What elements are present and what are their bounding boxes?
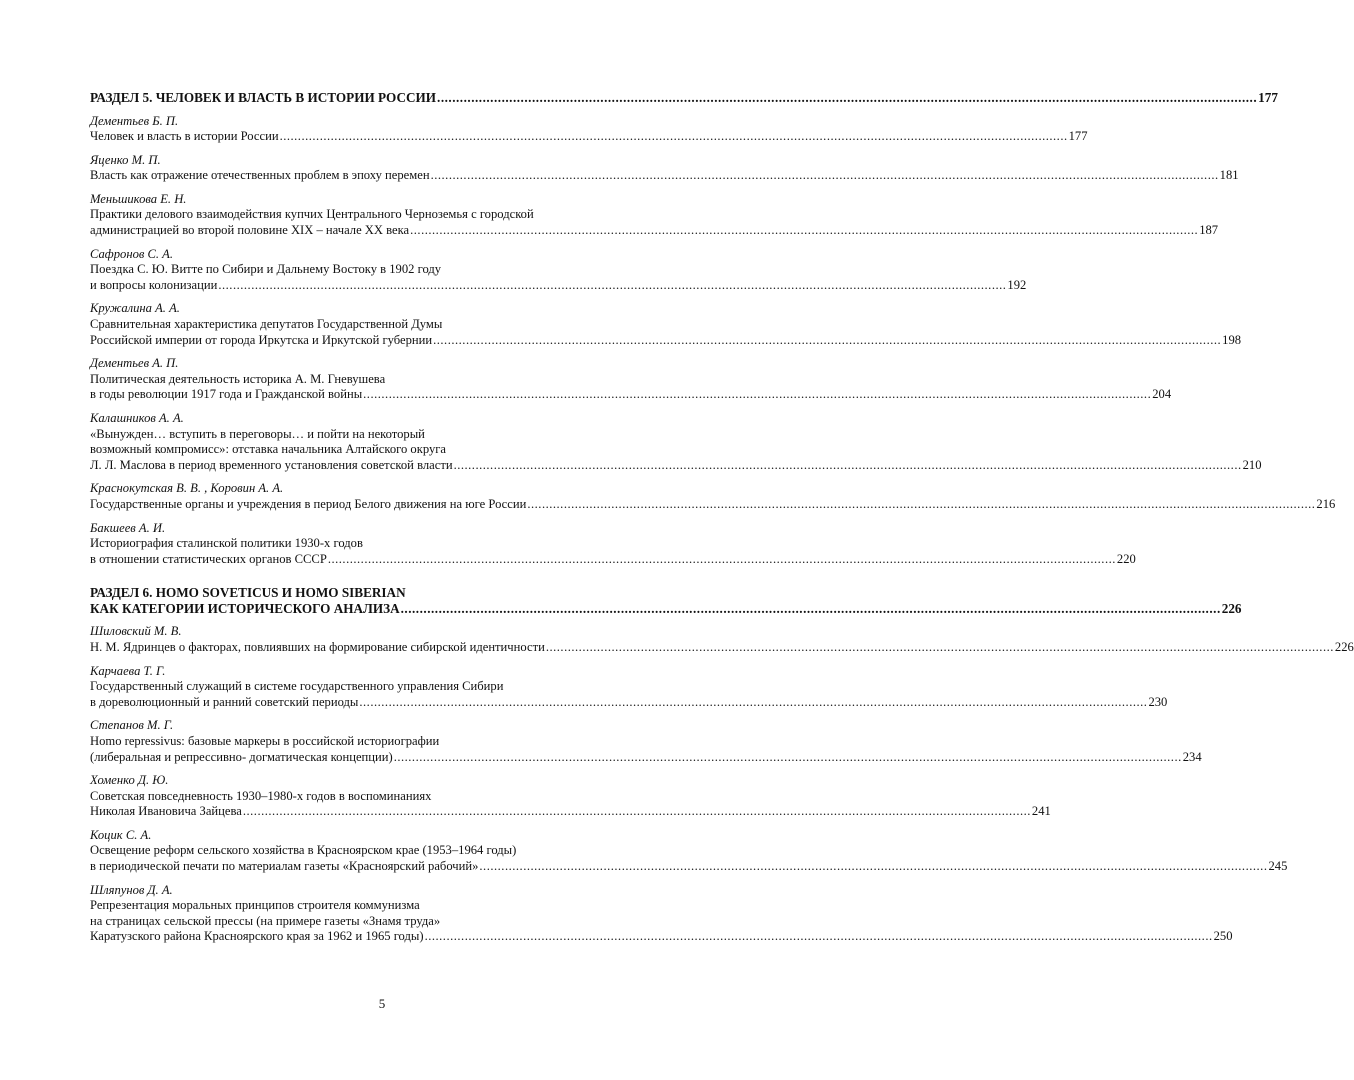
dot-leader [431, 168, 1219, 182]
entry-author: Меньшикова Е. Н. [90, 191, 187, 206]
entry-title-line [90, 679, 672, 695]
toc-entry[interactable] [90, 882, 1233, 945]
entry-author: Степанов М. Г. [90, 718, 174, 733]
toc-entry[interactable] [90, 411, 1262, 473]
entry-page-number: 187 [1199, 223, 1219, 238]
entry-title-text: Политическая деятельность историка А. М. Гневушева [90, 371, 386, 386]
entry-title-line [90, 789, 672, 805]
section-title [90, 90, 1278, 106]
entry-title-text: Человек и власть в истории России [90, 129, 279, 144]
entry-title-text: возможный компромисс»: отставка начальника Алтайского округа [90, 442, 447, 457]
entry-title-text: Репрезентация моральных принципов строителя коммунизма [90, 898, 420, 913]
toc-entry[interactable] [90, 246, 1027, 294]
entry-author: Дементьев Б. П. [90, 113, 179, 128]
dot-leader [218, 278, 1006, 292]
toc-entry[interactable] [90, 113, 1088, 145]
toc-entry[interactable] [90, 718, 1202, 765]
dot-leader [546, 640, 1334, 654]
dot-leader [280, 129, 1068, 143]
entry-page-number: 220 [1116, 551, 1136, 566]
dot-leader [401, 601, 1221, 616]
entry-author: Коцик С. А. [90, 827, 152, 842]
entry-title-line [90, 129, 1088, 145]
entry-page-number: 230 [1148, 694, 1168, 709]
entry-title-text: Поездка С. Ю. Витте по Сибири и Дальнему Востоку в 1902 году [90, 262, 442, 277]
dot-leader [479, 859, 1267, 873]
entry-title-line [90, 898, 672, 914]
toc-entry[interactable] [90, 152, 1239, 184]
entry-page-number: 198 [1222, 332, 1242, 347]
dot-leader [527, 497, 1315, 511]
entry-title-text: Николая Ивановича Зайцева [90, 804, 242, 819]
entry-author: Бакшеев А. И. [90, 520, 166, 535]
section-title-line [90, 600, 1242, 617]
entry-title-text: Л. Л. Маслова в период временного установления советской власти [90, 457, 453, 472]
toc-entry[interactable] [90, 481, 1336, 512]
dot-leader [425, 929, 1213, 943]
entry-page-number: 210 [1242, 457, 1262, 472]
toc-entry[interactable] [90, 356, 1172, 403]
entry-page-number: 226 [1334, 639, 1354, 654]
entry-title-text: «Вынужден… вступить в переговоры… и пойти на некоторый [90, 426, 425, 441]
entry-title-text: Государственные органы и учреждения в период Белого движения на юге России [90, 496, 527, 511]
entry-title-text: в периодической печати по материалам газеты «Красноярский рабочий» [90, 859, 479, 874]
toc-entry[interactable] [90, 773, 1051, 820]
entry-title-line [90, 804, 1051, 820]
section-page-number: 226 [1221, 600, 1242, 616]
entry-title-line [90, 387, 1172, 403]
entry-title-line [90, 859, 1288, 875]
toc-entry[interactable] [90, 827, 1288, 875]
entry-title-line [90, 749, 1202, 766]
entry-page-number: 250 [1213, 929, 1233, 944]
dot-leader [363, 387, 1151, 401]
dot-leader [437, 90, 1257, 105]
section-title-text: РАЗДЕЛ 6. HOMO SOVETICUS И HOMO SIBERIAN [90, 585, 406, 601]
entry-author: Карчаева Т. Г. [90, 663, 166, 678]
entry-author: Кружалина А. А. [90, 301, 180, 316]
section-title-line [90, 90, 1278, 106]
entry-title-text: Историография сталинской политики 1930-х годов [90, 536, 363, 551]
toc-entry[interactable] [90, 520, 1136, 568]
entry-title-line [90, 168, 1239, 184]
entry-title-text: Власть как отражение отечественных проблем в эпоху перемен [90, 168, 430, 183]
entry-title-line [90, 332, 1242, 349]
table-of-contents [90, 90, 1354, 945]
toc-section [90, 585, 1354, 945]
dot-leader [328, 552, 1116, 566]
entry-author: Яценко М. П. [90, 152, 161, 167]
entry-title-line [90, 277, 1027, 294]
entry-title-text: (либеральная и репрессивно- догматическая концепции) [90, 749, 393, 764]
entry-title-text: в дореволюционный и ранний советский периоды [90, 694, 359, 709]
entry-title-text: в отношении статистических органов СССР [90, 551, 327, 566]
dot-leader [394, 750, 1182, 764]
toc-entry[interactable] [90, 191, 1219, 239]
entry-page-number: 234 [1182, 749, 1202, 764]
dot-leader [410, 223, 1198, 237]
entry-title-line [90, 427, 672, 443]
entry-title-text: Российской империи от города Иркутска и Иркутской губернии [90, 332, 433, 347]
entry-page-number: 216 [1316, 496, 1336, 511]
section-title-text: РАЗДЕЛ 5. ЧЕЛОВЕК И ВЛАСТЬ В ИСТОРИИ РОССИИ [90, 90, 437, 105]
dot-leader [433, 333, 1221, 347]
entry-page-number: 192 [1007, 277, 1027, 292]
entry-title-line [90, 496, 1336, 513]
entry-title-text: Практики делового взаимодействия купчих Центрального Черноземья с городской [90, 207, 534, 222]
entry-author: Краснокутская В. В. , Коровин А. А. [90, 481, 284, 496]
entry-page-number: 181 [1219, 168, 1239, 183]
entry-page-number: 204 [1152, 387, 1172, 402]
entry-title-text: Каратузского района Красноярского края за 1962 и 1965 годы) [90, 929, 424, 944]
entry-title-text: на страницах сельской прессы (на примере газеты «Знамя труда» [90, 913, 441, 928]
entry-page-number: 241 [1031, 804, 1051, 819]
entry-title-line [90, 551, 1136, 568]
section-title-text: КАК КАТЕГОРИИ ИСТОРИЧЕСКОГО АНАЛИЗА [90, 600, 400, 616]
entry-title-line [90, 317, 672, 333]
entry-author: Шляпунов Д. А. [90, 882, 173, 897]
section-page-number: 177 [1258, 90, 1278, 105]
entry-title-text: администрацией во второй половине XIX – начале XX века [90, 223, 410, 238]
entry-title-line [90, 843, 672, 859]
dot-leader [454, 458, 1242, 472]
toc-section [90, 90, 1336, 567]
entry-title-line [90, 442, 672, 458]
entry-author: Хоменко Д. Ю. [90, 773, 169, 788]
dot-leader [243, 804, 1031, 818]
entry-title-line [90, 262, 672, 278]
dot-leader [359, 695, 1147, 709]
toc-entry[interactable] [90, 301, 1242, 348]
page-number: 5 [378, 996, 386, 1011]
entry-author: Сафронов С. А. [90, 246, 174, 261]
entry-author: Шиловский М. В. [90, 624, 182, 639]
entry-title-text: Н. М. Ядринцев о факторах, повлиявших на формирование сибирской идентичности [90, 639, 545, 654]
entry-title-line [90, 536, 672, 552]
section-gap [90, 567, 672, 585]
entry-title-text: Сравнительная характеристика депутатов Государственной Думы [90, 317, 443, 332]
entry-title-line [90, 929, 1233, 945]
entry-page-number: 177 [1068, 129, 1088, 144]
entry-title-line [90, 207, 672, 223]
entry-title-text: в годы революции 1917 года и Гражданской войны [90, 387, 363, 402]
entry-author: Калашников А. А. [90, 411, 184, 425]
entry-title-text: Освещение реформ сельского хозяйства в Красноярском крае (1953–1964 годы) [90, 843, 517, 858]
entry-title-line [90, 914, 672, 930]
entry-title-text: Советская повседневность 1930–1980-х годов в воспоминаниях [90, 788, 432, 803]
entry-title-line [90, 372, 672, 388]
toc-entry[interactable] [90, 663, 1168, 711]
entry-page-number: 245 [1268, 859, 1288, 874]
entry-title-line [90, 457, 1262, 474]
entry-title-line [90, 734, 672, 750]
entry-title-line [90, 694, 1168, 711]
entry-title-line [90, 223, 1219, 239]
entry-title-text: Государственный служащий в системе государственного управления Сибири [90, 679, 504, 694]
entry-title-line [90, 639, 1354, 656]
section-title [90, 585, 1242, 616]
entry-author: Дементьев А. П. [90, 356, 179, 371]
section-title-line [90, 585, 672, 601]
toc-entry[interactable] [90, 624, 1354, 655]
entry-title-text: и вопросы колонизации [90, 277, 218, 292]
entry-title-text: Homo repressivus: базовые маркеры в российской историографии [90, 733, 440, 748]
